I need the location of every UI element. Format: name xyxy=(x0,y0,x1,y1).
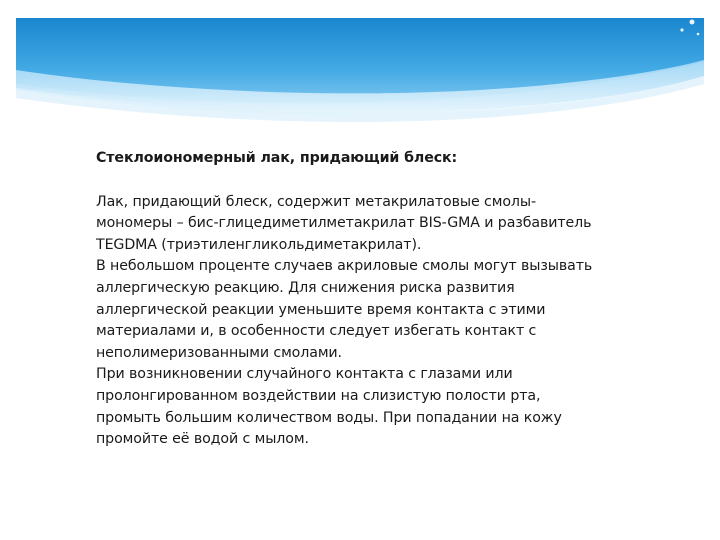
text-line: Лак, придающий блеск, содержит метакрилатовые смолы- xyxy=(96,193,537,210)
header-wave-banner xyxy=(0,0,720,130)
paragraph-contact-instructions xyxy=(96,364,666,450)
text-line: мономеры – бис-глицедиметилметакрилат BIS-GMA и разбавитель xyxy=(96,215,592,232)
text-line: промойте её водой с мылом. xyxy=(96,431,309,448)
text-line: промыть большим количеством воды. При попадании на кожу xyxy=(96,409,562,426)
text-line: При возникновении случайного контакта с глазами или xyxy=(96,366,513,383)
text-line: материалами и, в особенности следует избегать контакт с xyxy=(96,323,537,340)
text-line: В небольшом проценте случаев акриловые смолы могут вызывать xyxy=(96,258,593,275)
slide-body xyxy=(96,148,666,451)
paragraph-composition xyxy=(96,192,666,257)
title-spacer xyxy=(96,170,666,192)
text-line: аллергической реакции уменьшите время контакта с этими xyxy=(96,301,546,318)
text-line: неполимеризованными смолами. xyxy=(96,344,342,361)
text-line: TEGDMA (триэтиленгликольдиметакрилат). xyxy=(96,236,422,253)
paragraph-allergy xyxy=(96,256,666,364)
text-line: пролонгированном воздействии на слизистую полости рта, xyxy=(96,387,541,404)
text-line: аллергическую реакцию. Для снижения риска развития xyxy=(96,279,515,296)
slide-title: Стеклоиономерный лак, придающий блеск: xyxy=(96,150,458,166)
